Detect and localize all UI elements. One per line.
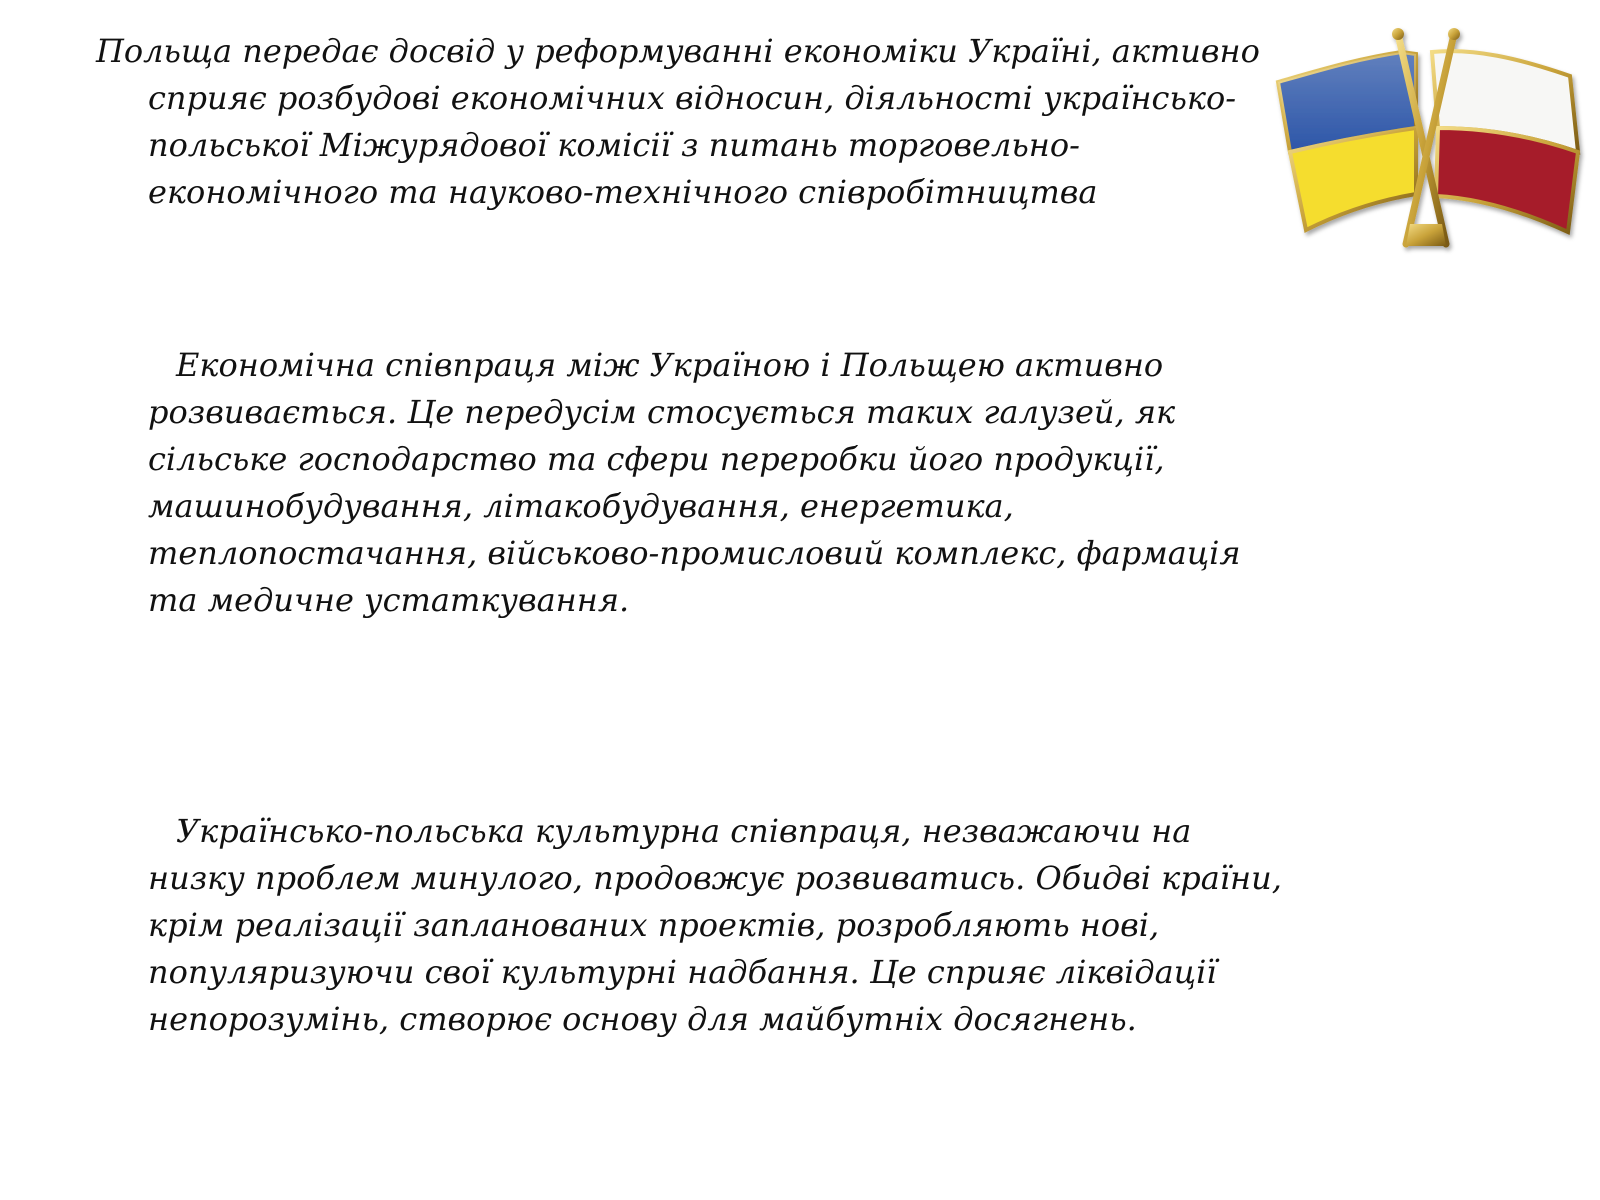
text-line: польської Міжурядової комісії з питань торговельно- <box>148 126 1080 164</box>
text-line: Польща передає досвід у реформуванні економіки Україні, активно <box>96 32 1260 70</box>
poland-flag <box>1432 51 1578 232</box>
text-line: розвивається. Це передусім стосується таких галузей, як <box>148 393 1176 431</box>
text-line: сприяє розбудові економічних відносин, діяльності українсько- <box>148 79 1237 117</box>
text-line: сільське господарство та сфери переробки його продукції, <box>148 440 1165 478</box>
text-line: економічного та науково-технічного співробітництва <box>148 173 1098 211</box>
text-line: крім реалізації запланованих проектів, розробляють нові, <box>148 906 1160 944</box>
text-line: машинобудування, літакобудування, енергетика, <box>148 487 1014 525</box>
text-line: непорозумінь, створює основу для майбутніх досягнень. <box>148 1000 1137 1038</box>
paragraph-poland-experience <box>96 28 1260 216</box>
crossed-flags-icon <box>1270 24 1590 256</box>
ukraine-flag <box>1278 52 1416 230</box>
text-line: та медичне устаткування. <box>148 581 630 619</box>
paragraph-economic-cooperation <box>148 342 1248 624</box>
text-line: Економічна співпраця між Україною і Польщею активно <box>176 346 1164 384</box>
text-line: популяризуючи свої культурні надбання. Це сприяє ліквідації <box>148 953 1217 991</box>
text-line: теплопостачання, військово-промисловий комплекс, фармація <box>148 534 1241 572</box>
text-line: Українсько-польська культурна співпраця, незважаючи на <box>176 812 1192 850</box>
text-line: низку проблем минулого, продовжує розвиватись. Обидві країни, <box>148 859 1282 897</box>
paragraph-cultural-cooperation <box>148 808 1282 1043</box>
